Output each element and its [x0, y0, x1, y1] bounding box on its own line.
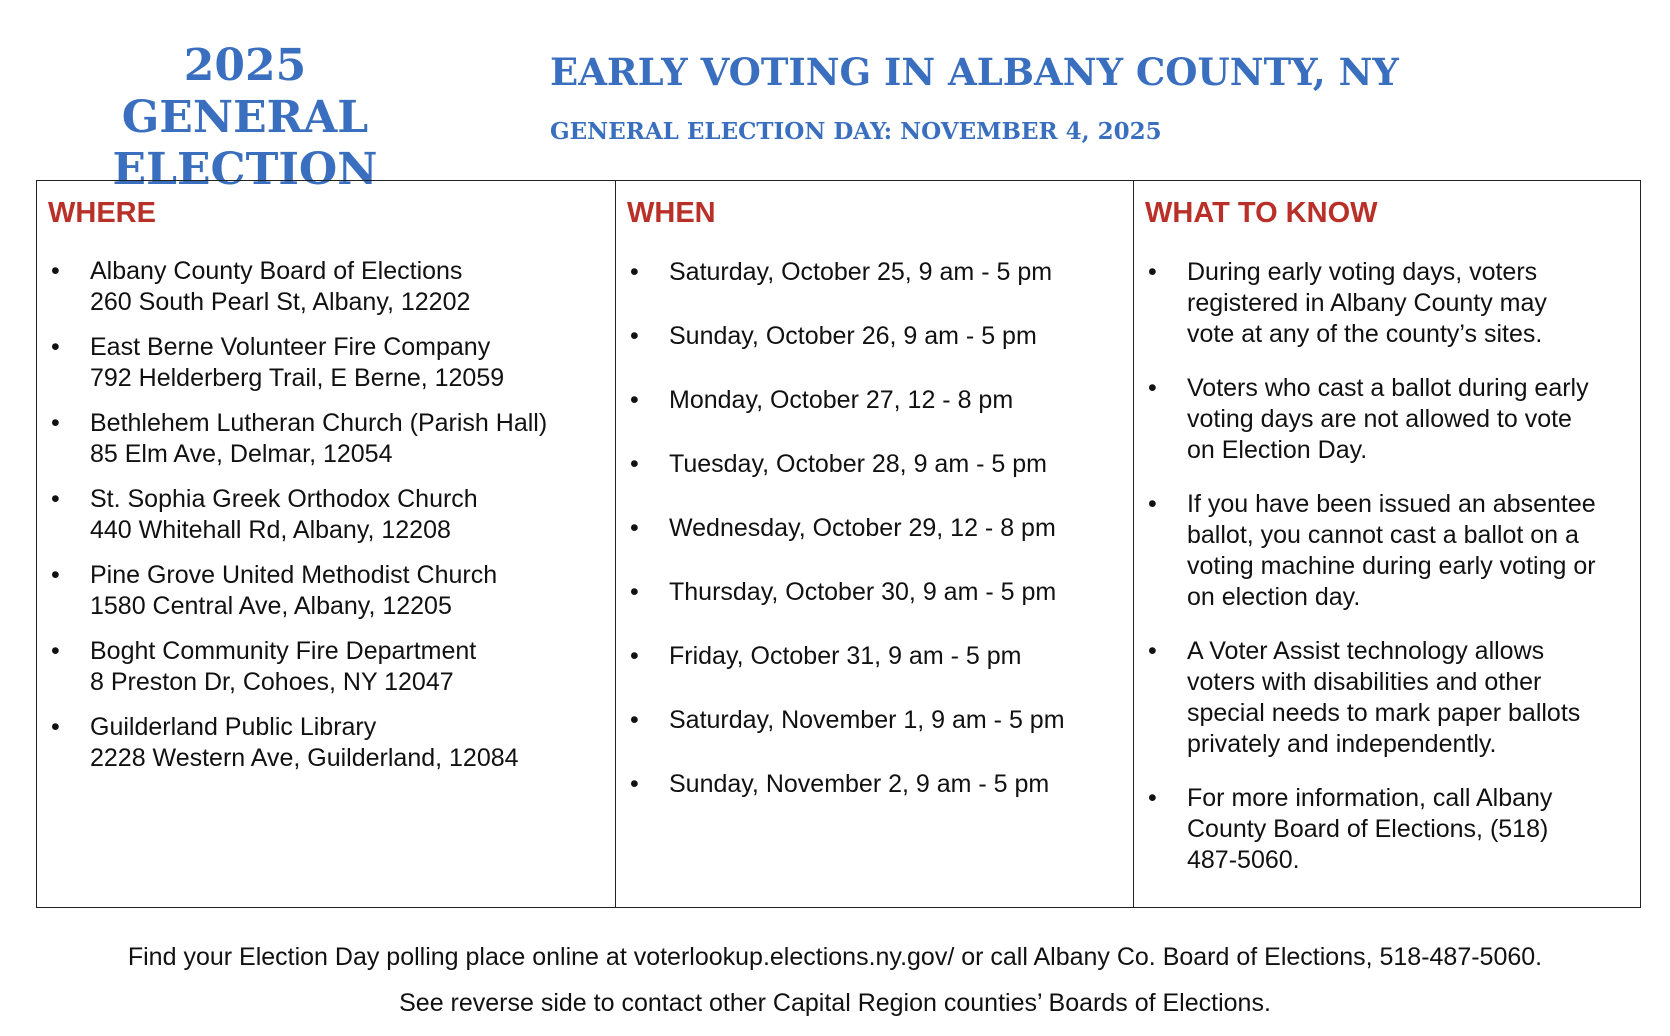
bullet-icon: • [51, 561, 60, 589]
bullet-icon: • [630, 258, 639, 286]
schedule-item [616, 705, 1133, 769]
location-address: 2228 Western Ave, Guilderland, 12084 [90, 744, 519, 772]
bullet-icon: • [1148, 374, 1157, 402]
location-address: 8 Preston Dr, Cohoes, NY 12047 [90, 668, 454, 696]
schedule-item [616, 577, 1133, 641]
schedule-item [616, 257, 1133, 321]
what-to-know-heading: WHAT TO KNOW [1145, 197, 1378, 229]
location-name: East Berne Volunteer Fire Company [90, 333, 491, 361]
election-day-subheading: GENERAL ELECTION DAY: NOVEMBER 4, 2025 [550, 118, 1162, 145]
locations-list [37, 256, 615, 788]
info-text-line: on Election Day. [1187, 436, 1368, 464]
bullet-icon: • [630, 514, 639, 542]
schedule-date-hours: Thursday, October 30, 9 am - 5 pm [669, 578, 1057, 606]
info-text-line: privately and independently. [1187, 730, 1497, 758]
location-address: 792 Helderberg Trail, E Berne, 12059 [90, 364, 505, 392]
location-address: 1580 Central Ave, Albany, 12205 [90, 592, 452, 620]
location-item [37, 636, 615, 698]
location-item [37, 560, 615, 622]
location-address: 85 Elm Ave, Delmar, 12054 [90, 440, 393, 468]
location-item [37, 256, 615, 318]
schedule-item [616, 449, 1133, 513]
schedule-item [616, 385, 1133, 449]
schedule-date-hours: Monday, October 27, 12 - 8 pm [669, 386, 1014, 414]
info-text-line: special needs to mark paper ballots [1187, 699, 1581, 727]
bullet-icon: • [51, 637, 60, 665]
polling-place-footer: Find your Election Day polling place online at voterlookup.elections.ny.gov/ or call Albany Co. Board of Elections, 518-487-5060. [127, 943, 1543, 971]
info-text-line: ballot, you cannot cast a ballot on a [1187, 521, 1579, 549]
bullet-icon: • [51, 257, 60, 285]
info-text-line: voting days are not allowed to vote [1187, 405, 1572, 433]
bullet-icon: • [630, 642, 639, 670]
where-column [37, 181, 616, 907]
location-name: Boght Community Fire Department [90, 637, 477, 665]
location-name: Guilderland Public Library [90, 713, 377, 741]
info-text-line: voters with disabilities and other [1187, 668, 1542, 696]
bullet-icon: • [1148, 490, 1157, 518]
info-text-line: voting machine during early voting or [1187, 552, 1596, 580]
info-item [1134, 373, 1640, 466]
schedule-date-hours: Wednesday, October 29, 12 - 8 pm [669, 514, 1056, 542]
what-to-know-column [1134, 181, 1640, 907]
info-text-line: A Voter Assist technology allows [1187, 637, 1545, 665]
when-heading: WHEN [627, 197, 716, 229]
info-text-line: County Board of Elections, (518) [1187, 815, 1549, 843]
schedule-date-hours: Saturday, November 1, 9 am - 5 pm [669, 706, 1065, 734]
bullet-icon: • [630, 322, 639, 350]
info-item [1134, 636, 1640, 760]
info-text-line: If you have been issued an absentee [1187, 490, 1596, 518]
info-list [1134, 257, 1640, 899]
reverse-side-footer: See reverse side to contact other Capital Region counties’ Boards of Elections. [399, 989, 1271, 1017]
bullet-icon: • [630, 386, 639, 414]
info-text-line: During early voting days, voters [1187, 258, 1538, 286]
location-name: Bethlehem Lutheran Church (Parish Hall) [90, 409, 548, 437]
bullet-icon: • [51, 713, 60, 741]
info-item [1134, 257, 1640, 350]
location-item [37, 332, 615, 394]
bullet-icon: • [630, 450, 639, 478]
main-heading: EARLY VOTING IN ALBANY COUNTY, NY [550, 50, 1399, 94]
location-name: Pine Grove United Methodist Church [90, 561, 498, 589]
flyer-title-line2: ELECTION [112, 144, 378, 195]
bullet-icon: • [1148, 258, 1157, 286]
bullet-icon: • [51, 333, 60, 361]
location-name: Albany County Board of Elections [90, 257, 463, 285]
when-column [616, 181, 1134, 907]
info-text-line: vote at any of the county’s sites. [1187, 320, 1543, 348]
schedule-date-hours: Saturday, October 25, 9 am - 5 pm [669, 258, 1053, 286]
flyer-title-line1: 2025 GENERAL [121, 40, 369, 143]
schedule-date-hours: Sunday, November 2, 9 am - 5 pm [669, 770, 1050, 798]
location-address: 440 Whitehall Rd, Albany, 12208 [90, 516, 451, 544]
location-name: St. Sophia Greek Orthodox Church [90, 485, 478, 513]
schedule-item [616, 321, 1133, 385]
bullet-icon: • [51, 409, 60, 437]
info-item [1134, 489, 1640, 613]
location-item [37, 408, 615, 470]
info-item [1134, 783, 1640, 876]
info-text-line: 487-5060. [1187, 846, 1300, 874]
bullet-icon: • [1148, 784, 1157, 812]
info-text-line: registered in Albany County may [1187, 289, 1547, 317]
schedule-date-hours: Tuesday, October 28, 9 am - 5 pm [669, 450, 1047, 478]
info-text-line: For more information, call Albany [1187, 784, 1553, 812]
location-item [37, 484, 615, 546]
location-item [37, 712, 615, 774]
flyer-title [60, 40, 430, 196]
where-heading: WHERE [48, 197, 156, 229]
bullet-icon: • [51, 485, 60, 513]
bullet-icon: • [630, 578, 639, 606]
info-text-line: Voters who cast a ballot during early [1187, 374, 1589, 402]
schedule-item [616, 769, 1133, 833]
bullet-icon: • [630, 770, 639, 798]
info-table [36, 180, 1641, 908]
info-text-line: on election day. [1187, 583, 1361, 611]
schedule-item [616, 513, 1133, 577]
schedule-date-hours: Sunday, October 26, 9 am - 5 pm [669, 322, 1037, 350]
location-address: 260 South Pearl St, Albany, 12202 [90, 288, 471, 316]
bullet-icon: • [630, 706, 639, 734]
schedule-list [616, 257, 1133, 833]
bullet-icon: • [1148, 637, 1157, 665]
schedule-item [616, 641, 1133, 705]
schedule-date-hours: Friday, October 31, 9 am - 5 pm [669, 642, 1022, 670]
